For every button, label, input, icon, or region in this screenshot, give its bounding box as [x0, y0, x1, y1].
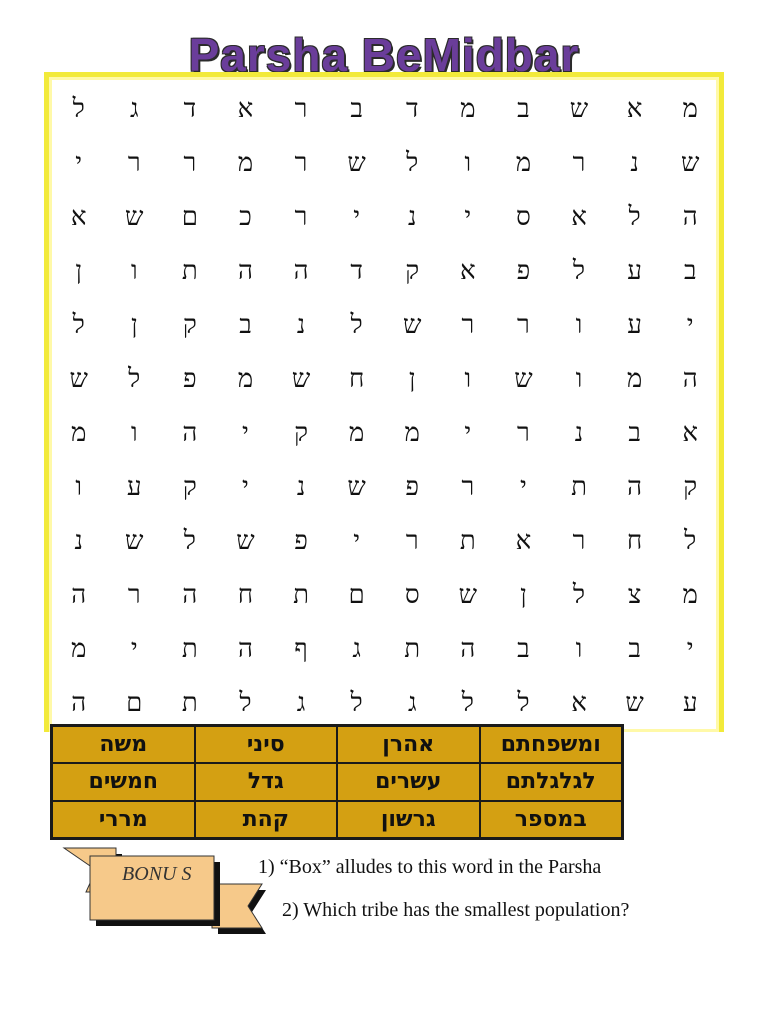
grid-letter: ב	[628, 634, 641, 664]
grid-letter: ו	[75, 472, 82, 502]
grid-letter: ן	[408, 364, 416, 394]
grid-letter: ר	[127, 148, 141, 178]
grid-letter: פ	[516, 256, 531, 286]
grid-row	[50, 460, 718, 514]
grid-letter: א	[682, 418, 698, 448]
grid-letter: ה	[237, 256, 253, 286]
word-bank-item: אהרן	[337, 726, 480, 763]
grid-letter: ח	[626, 526, 643, 556]
grid-letter: ק	[182, 472, 197, 502]
grid-letter: ל	[684, 526, 697, 556]
grid-letter: ר	[294, 148, 308, 178]
grid-letter: ו	[464, 148, 472, 178]
grid-row	[50, 514, 718, 568]
grid-letter: ס	[404, 580, 420, 610]
grid-letter: ר	[572, 526, 586, 556]
grid-row	[50, 82, 718, 136]
grid-letter: ן	[75, 256, 82, 286]
word-bank-item: במספר	[480, 801, 623, 838]
grid-letter: ו	[575, 364, 583, 394]
grid-letter: ה	[237, 634, 253, 664]
word-bank-item: לגלגלתם	[480, 763, 623, 800]
grid-letter: ת	[181, 634, 198, 664]
grid-letter: י	[353, 526, 361, 556]
grid-letter: ש	[514, 364, 533, 394]
grid-letter: י	[353, 202, 361, 232]
grid-letter: ב	[350, 94, 363, 124]
word-bank-item: קהת	[195, 801, 338, 838]
grid-letter: ג	[129, 94, 139, 124]
grid-letter: ג	[352, 634, 361, 664]
grid-letter: ר	[572, 148, 586, 178]
grid-letter: ב	[683, 256, 697, 286]
grid-letter: ה	[293, 256, 309, 286]
grid-letter: ק	[683, 472, 698, 502]
grid-letter: א	[70, 202, 87, 232]
grid-letter: ב	[628, 418, 641, 448]
grid-letter: ר	[517, 418, 530, 448]
grid-letter: ו	[130, 256, 138, 286]
page-title: Parsha BeMidbar	[0, 28, 768, 82]
grid-row	[50, 190, 718, 244]
word-bank-item: מררי	[52, 801, 195, 838]
grid-letter: ח	[348, 364, 365, 394]
grid-letter: ש	[291, 364, 311, 394]
grid-letter: ה	[682, 202, 698, 232]
grid-letter: מ	[348, 418, 365, 448]
bonus-question-2: 2) Which tribe has the smallest population?	[282, 899, 630, 921]
word-bank-item: משה	[52, 726, 195, 763]
word-bank-item: חמשים	[52, 763, 195, 800]
grid-letter: א	[515, 526, 532, 556]
grid-row	[50, 136, 718, 190]
bonus-banner	[62, 846, 272, 936]
grid-letter: ר	[294, 94, 308, 124]
grid-letter: ר	[127, 580, 141, 610]
grid-letter: נ	[296, 472, 306, 502]
grid-letter: ב	[517, 634, 530, 664]
grid-letter: ת	[181, 256, 198, 286]
grid-letter: י	[242, 472, 249, 502]
grid-letter: ה	[182, 418, 198, 448]
grid-letter: ת	[181, 688, 198, 718]
grid-letter: נ	[74, 526, 83, 556]
grid-letter: א	[460, 256, 476, 286]
grid-letter: ר	[183, 148, 197, 178]
grid-letter: ת	[293, 580, 309, 610]
word-bank-item: ומשפחתם	[480, 726, 623, 763]
grid-letter: מ	[515, 148, 532, 178]
word-bank-item: סיני	[195, 726, 338, 763]
grid-letter: ו	[130, 418, 138, 448]
grid-letter: ר	[461, 310, 475, 340]
grid-letter: פ	[405, 472, 420, 502]
grid-letter: י	[520, 472, 527, 502]
grid-letter: ש	[458, 580, 478, 610]
grid-letter: נ	[630, 148, 639, 178]
grid-letter: ל	[517, 688, 530, 718]
grid-letter: ו	[464, 364, 472, 394]
grid-letter: י	[242, 418, 249, 448]
grid-letter: פ	[294, 526, 308, 556]
grid-letter: ל	[572, 256, 586, 286]
grid-letter: ת	[571, 472, 587, 502]
grid-letter: ג	[296, 688, 306, 718]
grid-letter: ל	[572, 580, 586, 610]
grid-letter: ל	[128, 364, 141, 394]
grid-letter: ע	[627, 256, 642, 286]
grid-letter: ע	[682, 688, 698, 718]
grid-letter: ל	[461, 688, 474, 718]
grid-letter: מ	[682, 94, 698, 124]
grid-letter: מ	[70, 634, 87, 664]
word-bank-item: גרשון	[337, 801, 480, 838]
grid-letter: ף	[294, 634, 308, 664]
grid-letter: ה	[682, 364, 698, 394]
grid-letter: ש	[403, 310, 422, 340]
grid-letter: ש	[680, 148, 700, 178]
grid-letter: ג	[407, 688, 417, 718]
grid-letter: י	[464, 418, 472, 448]
grid-letter: ש	[347, 472, 366, 502]
grid-letter: ר	[294, 202, 308, 232]
grid-letter: ש	[569, 94, 589, 124]
grid-letter: א	[237, 94, 254, 124]
grid-letter: ש	[69, 364, 88, 394]
grid-letter: ס	[516, 202, 531, 232]
grid-letter: ן	[130, 310, 138, 340]
grid-letter: ל	[72, 310, 85, 340]
word-bank-item: עשרים	[337, 763, 480, 800]
grid-letter: צ	[627, 580, 642, 610]
grid-letter: מ	[626, 364, 643, 394]
grid-letter: י	[686, 310, 694, 340]
grid-letter: ר	[461, 472, 475, 502]
grid-letter: ל	[406, 148, 419, 178]
grid-letter: ם	[126, 688, 143, 718]
grid-letter: ל	[72, 94, 85, 124]
grid-letter: נ	[408, 202, 417, 232]
grid-row	[50, 622, 718, 676]
grid-letter: א	[571, 688, 587, 718]
grid-letter: י	[464, 202, 472, 232]
grid-letter: ח	[237, 580, 254, 610]
grid-letter: ל	[628, 202, 641, 232]
grid-row	[50, 298, 718, 352]
grid-letter: ד	[405, 94, 419, 124]
grid-letter: ע	[627, 310, 642, 340]
grid-letter: ה	[460, 634, 476, 664]
grid-letter: נ	[296, 310, 306, 340]
grid-letter: מ	[460, 94, 476, 124]
grid-row	[50, 244, 718, 298]
grid-letter: ה	[71, 688, 87, 718]
grid-letter: י	[130, 634, 138, 664]
grid-letter: פ	[183, 364, 197, 394]
grid-letter: ד	[350, 256, 363, 286]
grid-letter: ב	[239, 310, 252, 340]
word-bank-item: גדל	[195, 763, 338, 800]
grid-letter: מ	[404, 418, 420, 448]
grid-letter: מ	[237, 148, 254, 178]
grid-row	[50, 406, 718, 460]
grid-letter: א	[571, 202, 587, 232]
letter-grid	[50, 82, 718, 730]
grid-letter: ם	[348, 580, 365, 610]
grid-letter: י	[75, 148, 83, 178]
grid-letter: ב	[517, 94, 530, 124]
grid-letter: ר	[405, 526, 419, 556]
grid-letter: מ	[682, 580, 698, 610]
grid-letter: ן	[520, 580, 527, 610]
word-bank	[50, 724, 624, 840]
grid-letter: ה	[182, 580, 198, 610]
grid-letter: ו	[575, 634, 583, 664]
grid-letter: ל	[350, 310, 363, 340]
grid-letter: ד	[183, 94, 197, 124]
grid-letter: י	[686, 634, 694, 664]
bonus-question-1: 1) “Box” alludes to this word in the Parsha	[258, 856, 602, 878]
grid-letter: ש	[125, 526, 144, 556]
grid-row	[50, 676, 718, 730]
grid-letter: ק	[294, 418, 308, 448]
grid-letter: ל	[350, 688, 363, 718]
grid-letter: ק	[405, 256, 420, 286]
grid-letter: ה	[71, 580, 87, 610]
grid-letter: ש	[347, 148, 366, 178]
grid-letter: ל	[183, 526, 196, 556]
grid-letter: א	[626, 94, 643, 124]
grid-letter: ה	[627, 472, 643, 502]
grid-letter: ת	[459, 526, 476, 556]
grid-letter: ל	[239, 688, 252, 718]
grid-letter: ם	[181, 202, 198, 232]
grid-letter: ע	[126, 472, 142, 502]
grid-letter: ר	[517, 310, 530, 340]
bonus-label: BONU S	[122, 863, 192, 885]
grid-letter: ת	[404, 634, 421, 664]
grid-letter: ש	[125, 202, 144, 232]
grid-letter: ו	[575, 310, 583, 340]
grid-letter: ק	[182, 310, 197, 340]
grid-letter: ש	[625, 688, 644, 718]
grid-letter: ש	[236, 526, 255, 556]
grid-letter: מ	[70, 418, 87, 448]
grid-letter: כ	[239, 202, 252, 232]
grid-row	[50, 352, 718, 406]
grid-letter: נ	[574, 418, 584, 448]
grid-row	[50, 568, 718, 622]
grid-letter: מ	[237, 364, 254, 394]
